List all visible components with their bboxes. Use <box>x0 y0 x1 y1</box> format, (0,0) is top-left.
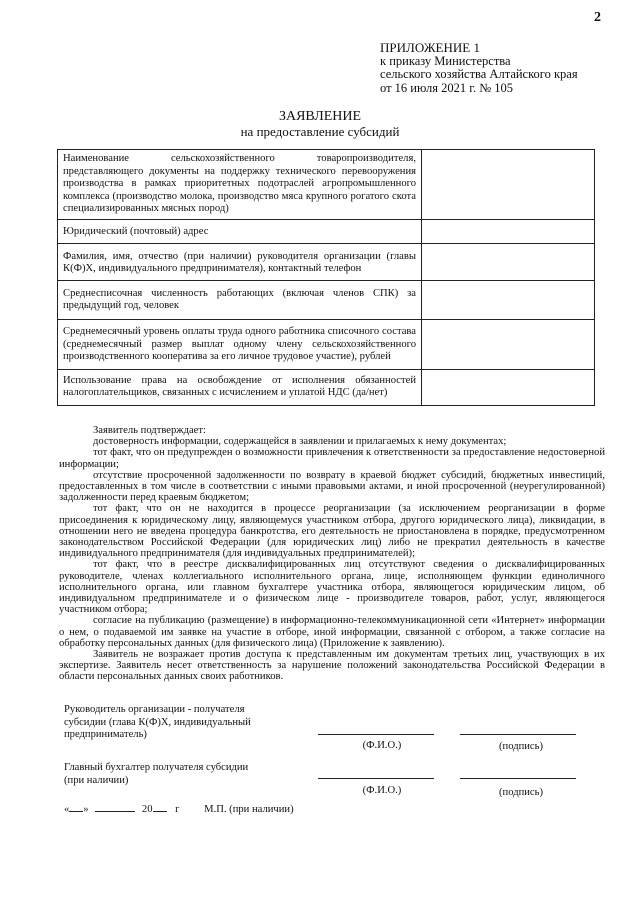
page-number: 2 <box>594 10 601 25</box>
head-fio-caption: (Ф.И.О.) <box>362 740 402 751</box>
label-line: субсидии (глава К(Ф)Х, индивидуальный <box>64 716 251 728</box>
year-blank[interactable] <box>153 811 167 812</box>
accountant-signature-label <box>64 762 294 787</box>
head-fio-line[interactable] <box>318 734 434 735</box>
confirmation-paragraph: отсутствие просроченной задолженности по возврату в краевой бюджет субсидий, бюджетных инвестиций, предоставленных в том числе в соответствии с иными правовыми актами, и иной просроченной (неурегулированной) задолженности перед краевым бюджетом; <box>59 469 605 504</box>
document-title: ЗАЯВЛЕНИЕ <box>278 109 362 124</box>
row-value-field[interactable] <box>422 243 595 280</box>
head-sign-caption: (подпись) <box>499 741 543 752</box>
row-value-field[interactable] <box>422 319 595 369</box>
head-signature-label <box>64 704 294 742</box>
accountant-fio-caption: (Ф.И.О.) <box>362 785 402 796</box>
row-value-field[interactable] <box>422 369 595 405</box>
appendix-block <box>380 41 630 95</box>
appendix-title: ПРИЛОЖЕНИЕ 1 <box>380 40 480 55</box>
confirmation-paragraph: Заявитель подтверждает: <box>93 425 206 436</box>
label-line: Главный бухгалтер получателя субсидии <box>64 762 249 773</box>
application-form-table <box>57 149 595 406</box>
table-row <box>58 243 595 280</box>
row-label: Использование права на освобождение от исполнения обязанностей налогоплательщиков, связанных с исчислением и уплатой НДС (да/нет) <box>58 369 422 405</box>
accountant-fio-line[interactable] <box>318 778 434 779</box>
date-open-quote: « <box>64 804 70 815</box>
document-heading <box>0 109 640 139</box>
confirmation-paragraph: согласие на публикацию (размещение) в информационно-телекоммуникационной сети «Интернет» информации о нем, о подаваемой им заявке на участие в отборе, иной информации, связанной с отбором, а также согласие на обработку персональных данных (для физического лица) (Приложение к заявлению). <box>59 615 605 649</box>
document-subtitle: на предоставление субсидий <box>240 124 400 139</box>
table-row <box>58 369 595 405</box>
accountant-sign-caption: (подпись) <box>499 787 543 798</box>
accountant-signature-line[interactable] <box>460 778 576 779</box>
row-value-field[interactable] <box>422 219 595 243</box>
applicant-confirmation-text <box>59 425 605 683</box>
confirmation-paragraph: достоверность информации, содержащейся в заявлении и прилагаемых к нему документах; <box>93 436 507 448</box>
stamp-label: М.П. (при наличии) <box>204 804 294 815</box>
table-row <box>58 150 595 220</box>
row-label: Среднесписочная численность работающих (включая членов СПК) за предыдущий год, человек <box>58 280 422 319</box>
row-label: Юридический (почтовый) адрес <box>58 219 422 243</box>
confirmation-paragraph: тот факт, что он не находится в процессе реорганизации (за исключением реорганизации в форме присоединения к юридическому лицу, являющемуся участником отбора, другого юридического лица), ликвидации, в отношении него не введена процедура банкротства, его деятельность не приостановлена в порядке, предусмотренном законодательством Российской Федерации (для юридических лиц) либо не прекратил деятельность в качестве индивидуального предпринимателя (для индивидуальных предпринимателей); <box>59 503 605 560</box>
row-label: Фамилия, имя, отчество (при наличии) руководителя организации (главы К(Ф)Х, индивидуального предпринимателя), контактный телефон <box>58 243 422 280</box>
label-line: Руководитель организации - получателя <box>64 704 245 715</box>
table-row <box>58 219 595 243</box>
row-label: Наименование сельскохозяйственного товаропроизводителя, представляющего документы на поддержку технического перевооружения производства в рамках приоритетных подотраслей агропромышленного комплекса (производство молока, производство мяса крупного рогатого скота специализированных мясных пород) <box>58 150 422 220</box>
year-suffix: г <box>175 804 180 815</box>
head-signature-line[interactable] <box>460 734 576 735</box>
row-value-field[interactable] <box>422 280 595 319</box>
row-label: Среднемесячный уровень оплаты труда одного работника списочного состава (среднемесячный размер выплат одному члену сельскохозяйственного производственного кооператива за его личное трудовое участие), рублей <box>58 319 422 369</box>
row-value-field[interactable] <box>422 150 595 220</box>
appendix-line: сельского хозяйства Алтайского края <box>380 67 578 81</box>
label-line: предприниматель) <box>64 729 147 740</box>
year-prefix: 20 <box>141 804 153 815</box>
confirmation-paragraph: Заявитель не возражает против доступа к представленным им документам третьих лиц, участвующих в их экспертизе. Заявитель несет ответственность за нарушение положений законодательства Российской Федерации в области персональных данных своих работников. <box>59 649 605 683</box>
confirmation-paragraph: тот факт, что в реестре дисквалифицированных лиц отсутствуют сведения о дисквалифицированных руководителе, членах коллегиального исполнительного органа, лице, исполняющем функции единоличного исполнительного органа, или главном бухгалтере участника отбора, являющегося юридическим лицом, об индивидуальном предпринимателе и о физическом лице - производителе товаров, работ, услуг, являющегося участником отбора; <box>59 559 605 616</box>
table-row <box>58 280 595 319</box>
appendix-line: от 16 июля 2021 г. № 105 <box>380 80 514 95</box>
date-stamp-line <box>64 804 294 815</box>
table-row <box>58 319 595 369</box>
label-line: (при наличии) <box>64 774 129 786</box>
month-blank[interactable] <box>95 811 135 812</box>
date-close-quote: » <box>83 804 89 815</box>
appendix-line: к приказу Министерства <box>380 53 511 68</box>
day-blank[interactable] <box>69 811 83 812</box>
confirmation-paragraph: тот факт, что он предупрежден о возможности привлечения к ответственности за предоставление недостоверной информации; <box>59 447 605 470</box>
